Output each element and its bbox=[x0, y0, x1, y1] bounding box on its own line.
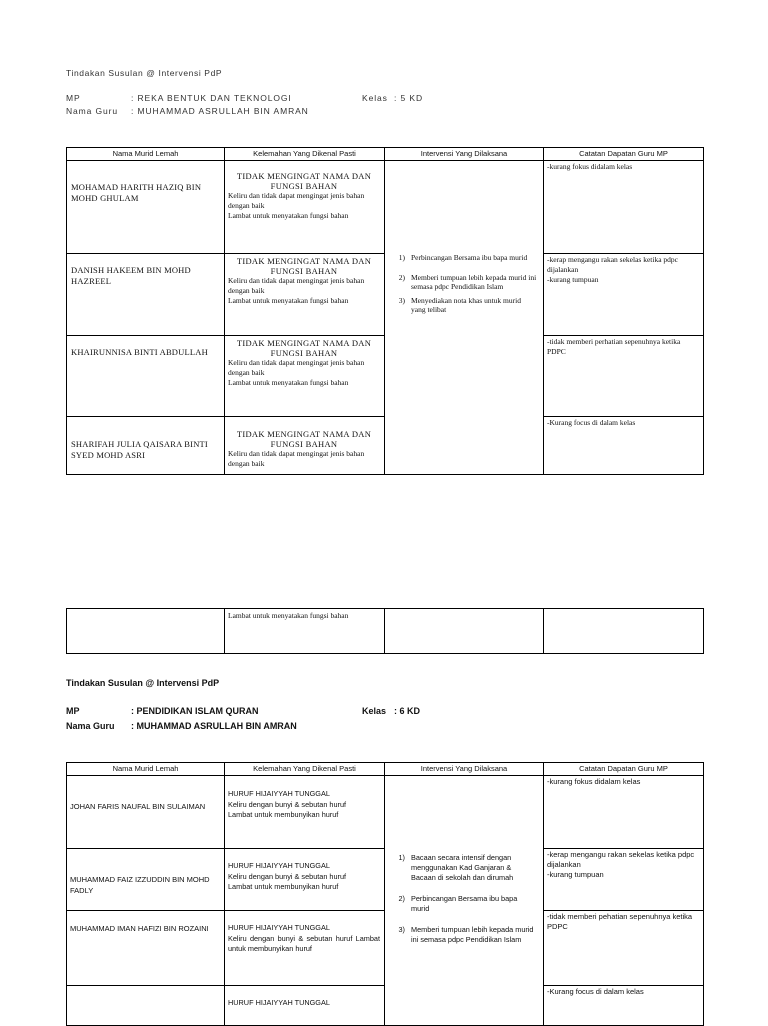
student-name: DANISH HAKEEM BIN MOHD HAZREEL bbox=[71, 265, 191, 286]
header-catatan: Catatan Dapatan Guru MP bbox=[544, 763, 704, 776]
student-name: JOHAN FARIS NAUFAL BIN SULAIMAN bbox=[70, 802, 206, 811]
weakness-heading: TIDAK MENGINGAT NAMA DAN FUNGSI BAHAN bbox=[236, 429, 372, 449]
list-item: 1) Bacaan secara intensif dengan menggunakan Kad Ganjaran & Bacaan di sekolah dan dirumah bbox=[398, 853, 514, 882]
list-item: 3) Memberi tumpuan lebih kepada murid ini semasa pdpc Pendidikan Islam bbox=[398, 925, 534, 944]
section2-kelas-label: Kelas bbox=[362, 706, 387, 716]
table-row bbox=[67, 609, 704, 654]
header-intervensi: Intervensi Yang Dilaksana bbox=[385, 148, 544, 161]
header-catatan: Catatan Dapatan Guru MP bbox=[544, 148, 704, 161]
section1-guru-value: : MUHAMMAD ASRULLAH BIN AMRAN bbox=[131, 106, 309, 116]
weakness-cell bbox=[225, 776, 384, 821]
section1-mp-value: : REKA BENTUK DAN TEKNOLOGI bbox=[131, 93, 292, 103]
teacher-note: -kurang fokus didalam kelas bbox=[547, 162, 633, 171]
list-item: 1) Perbincangan Bersama ibu bapa murid bbox=[398, 253, 528, 262]
weakness-cell bbox=[225, 336, 384, 388]
section2-title: Tindakan Susulan @ Intervensi PdP bbox=[66, 678, 220, 688]
intervention-cell bbox=[385, 776, 544, 1026]
weakness-cell bbox=[225, 254, 384, 306]
teacher-note: -kerap mengangu rakan sekelas ketika pdpc dijalankan -kurang tumpuan bbox=[547, 850, 695, 879]
header-kelemahan: Kelemahan Yang Dikenal Pasti bbox=[225, 763, 385, 776]
intervention-cell bbox=[385, 161, 544, 475]
weakness-heading: HURUF HIJAIYYAH TUNGGAL bbox=[228, 789, 330, 798]
weakness-detail: Keliru dan tidak dapat mengingat jenis bahan dengan baik Lambat untuk menyatakan fungsi bahan bbox=[228, 276, 365, 305]
section1-mp-label: MP bbox=[66, 93, 81, 103]
weakness-cell bbox=[225, 161, 384, 221]
list-item: 2) Perbincangan Bersama ibu bapa murid bbox=[398, 894, 518, 913]
list-item: 2) Memberi tumpuan lebih kepada murid ini semasa pdpc Pendidikan Islam bbox=[398, 272, 537, 291]
section2-kelas-value: : 6 KD bbox=[394, 706, 421, 716]
table-row bbox=[67, 161, 704, 254]
weakness-heading: HURUF HIJAIYYAH TUNGGAL bbox=[228, 861, 330, 870]
student-name: KHAIRUNNISA BINTI ABDULLAH bbox=[71, 347, 208, 357]
section2-table bbox=[66, 762, 704, 1026]
teacher-note: -kurang fokus didalam kelas bbox=[547, 777, 641, 786]
weakness-detail-2: Lambat untuk membunyikan huruf bbox=[228, 882, 339, 891]
weakness-detail: Keliru dengan bunyi & sebutan huruf Lambat untuk membunyikan huruf bbox=[228, 933, 380, 953]
section1-kelas-label: Kelas bbox=[362, 93, 388, 103]
weakness-heading: TIDAK MENGINGAT NAMA DAN FUNGSI BAHAN bbox=[236, 256, 372, 276]
weakness-cell bbox=[225, 911, 384, 955]
weakness-detail-2: Lambat untuk membunyikan huruf bbox=[228, 810, 339, 819]
section1-title: Tindakan Susulan @ Intervensi PdP bbox=[66, 68, 223, 78]
weakness-detail: Keliru dan tidak dapat mengingat jenis bahan dengan baik Lambat untuk menyatakan fungsi bahan bbox=[228, 358, 365, 387]
header-intervensi: Intervensi Yang Dilaksana bbox=[385, 763, 544, 776]
header-kelemahan: Kelemahan Yang Dikenal Pasti bbox=[225, 148, 385, 161]
header-nama-murid: Nama Murid Lemah bbox=[67, 763, 225, 776]
section2-header-row bbox=[67, 763, 704, 776]
section2-guru-label: Nama Guru bbox=[66, 721, 115, 731]
header-nama-murid: Nama Murid Lemah bbox=[67, 148, 225, 161]
intervention-list bbox=[385, 161, 543, 315]
table-row bbox=[67, 776, 704, 849]
teacher-note: -tidak memberi pehatian sepenuhnya ketika PDPC bbox=[547, 912, 693, 931]
weakness-heading: HURUF HIJAIYYAH TUNGGAL bbox=[228, 998, 330, 1007]
weakness-cell bbox=[225, 417, 384, 469]
teacher-note: -Kurang focus di dalam kelas bbox=[547, 987, 644, 996]
weakness-detail: Keliru dengan bunyi & sebutan huruf bbox=[228, 871, 347, 881]
section2-mp-value: : PENDIDIKAN ISLAM QURAN bbox=[131, 706, 259, 716]
teacher-note: -Kurang focus di dalam kelas bbox=[547, 418, 636, 427]
weakness-cell bbox=[225, 849, 384, 893]
weakness-detail: Keliru dan tidak dapat mengingat jenis bahan dengan baik bbox=[228, 449, 365, 468]
weakness-heading: TIDAK MENGINGAT NAMA DAN FUNGSI BAHAN bbox=[236, 171, 372, 191]
student-name: SHARIFAH JULIA QAISARA BINTI SYED MOHD ASRI bbox=[71, 439, 208, 460]
weakness-cell bbox=[225, 986, 384, 1009]
continuation-table bbox=[66, 608, 704, 654]
teacher-note: -tidak memberi perhatian sepenuhnya ketika PDPC bbox=[547, 337, 681, 356]
section2-guru-value: : MUHAMMAD ASRULLAH BIN AMRAN bbox=[131, 721, 297, 731]
teacher-note: -kerap mengangu rakan sekelas ketika pdpc dijalankan -kurang tumpuan bbox=[547, 255, 678, 284]
weakness-continuation: Lambat untuk menyatakan fungsi bahan bbox=[228, 611, 349, 620]
weakness-heading: HURUF HIJAIYYAH TUNGGAL bbox=[228, 923, 330, 932]
weakness-heading: TIDAK MENGINGAT NAMA DAN FUNGSI BAHAN bbox=[236, 338, 372, 358]
student-name: MUHAMMAD IMAN HAFIZI BIN ROZAINI bbox=[70, 924, 209, 933]
list-item: 3) Menyediakan nota khas untuk murid yang telibat bbox=[398, 295, 521, 314]
section1-header-row bbox=[67, 148, 704, 161]
section1-guru-label: Nama Guru bbox=[66, 106, 119, 116]
student-name: MUHAMMAD FAIZ IZZUDDIN BIN MOHD FADLY bbox=[70, 875, 210, 895]
weakness-detail: Keliru dan tidak dapat mengingat jenis bahan dengan baik Lambat untuk menyatakan fungsi bahan bbox=[228, 191, 365, 220]
intervention-list bbox=[385, 776, 543, 945]
section1-table bbox=[66, 147, 704, 475]
section1-kelas-value: : 5 KD bbox=[394, 93, 424, 103]
student-name: MOHAMAD HARITH HAZIQ BIN MOHD GHULAM bbox=[71, 182, 202, 203]
weakness-detail: Keliru dengan bunyi & sebutan huruf bbox=[228, 799, 347, 809]
section2-mp-label: MP bbox=[66, 706, 80, 716]
